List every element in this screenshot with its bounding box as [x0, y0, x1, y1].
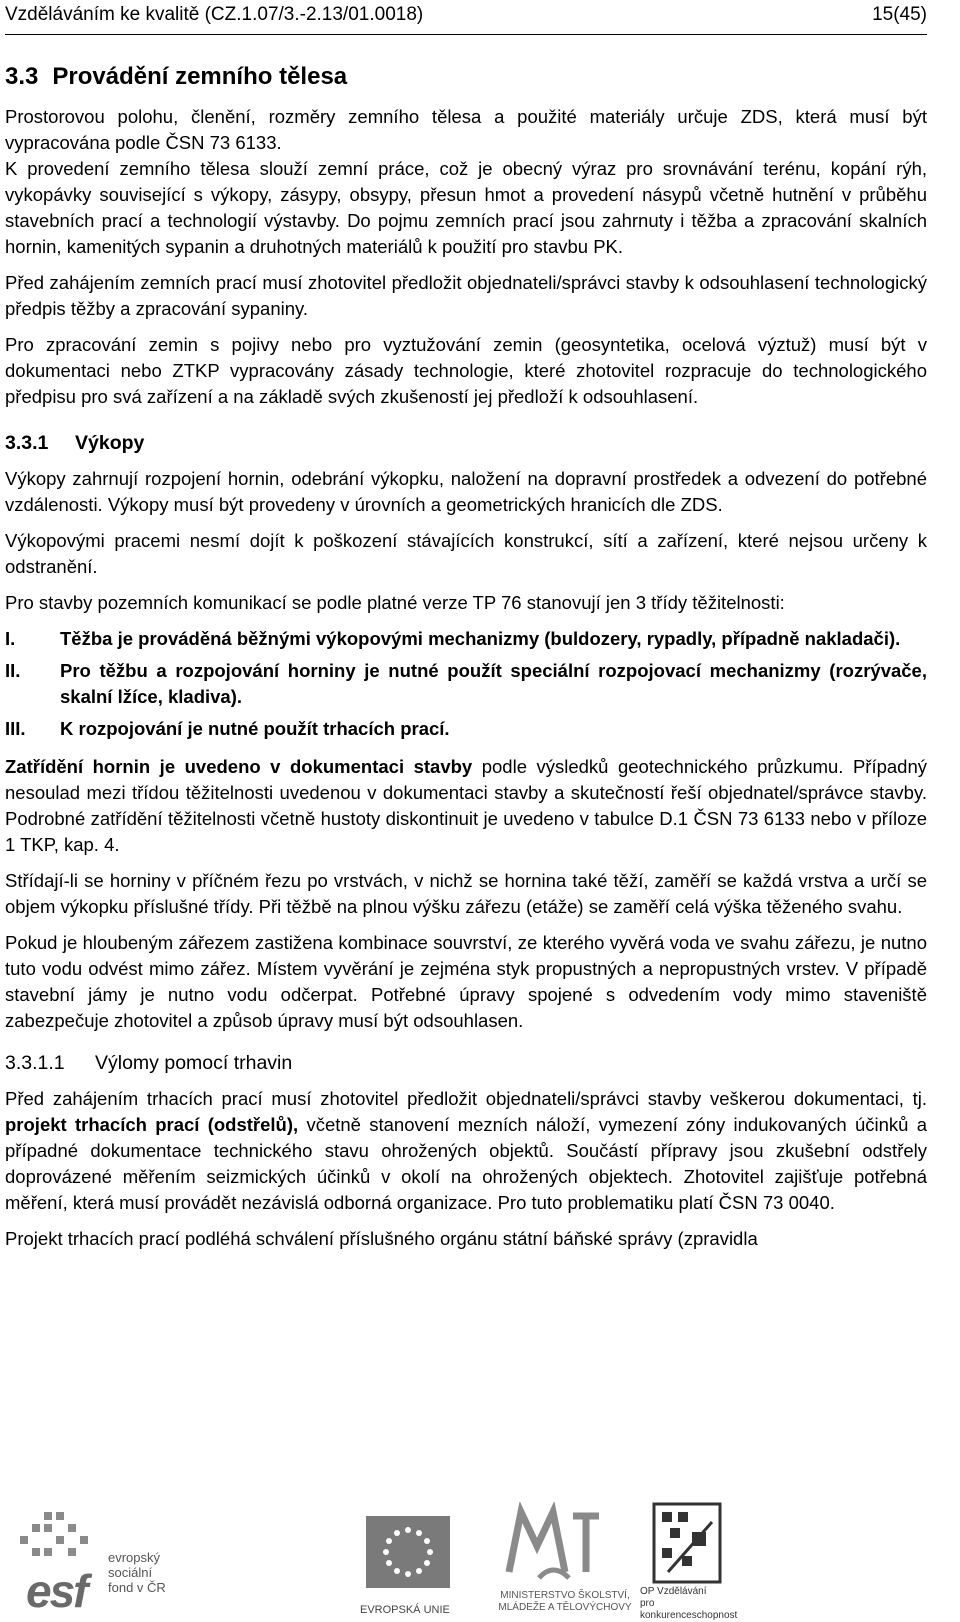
msmt-caption-line: MINISTERSTVO ŠKOLSTVÍ, — [500, 1590, 630, 1601]
subsection-paragraph — [5, 754, 927, 858]
msmt-logo — [495, 1502, 635, 1620]
msmt-mark-icon — [503, 1502, 603, 1586]
op-logo — [640, 1502, 750, 1620]
subsubsection-number: 3.3.1.1 — [5, 1052, 65, 1074]
esf-caption — [108, 1550, 166, 1595]
section-paragraph: Prostorovou polohu, členění, rozměry zemního tělesa a použité materiály určuje ZDS, která musí být vypracována podle ČSN 73 6133. — [5, 106, 927, 153]
paragraph-text: včetně stanovení mezních náloží, vymezení zóny indukovaných účinků a případné dokumentace technického stavu ohrožených objektů. Součástí přípravy jsou zkušební odstřely doprovázené měřením seizmických účinků v okolí na ohrožených objektech. Zhotovitel zajišťuje potřebná měření, která musí provádět nezávislá odborná organizace. Pro tuto problematiku platí ČSN 73 0040. — [5, 1114, 927, 1213]
esf-caption-line: evropský — [108, 1550, 161, 1565]
list-item-number: I. — [5, 628, 16, 649]
list-item — [5, 658, 927, 710]
list-item-text: K rozpojování je nutné použít trhacích prací. — [60, 718, 450, 739]
op-caption-line: pro konkurenceschopnost — [640, 1598, 738, 1621]
list-item — [5, 716, 927, 742]
subsubsection-heading — [5, 1050, 927, 1076]
section-title: Provádění zemního tělesa — [52, 63, 348, 90]
bold-phrase: Zatřídění hornin je uvedeno v dokumentaci stavby — [5, 756, 473, 777]
list-item-number: II. — [5, 660, 21, 681]
subsection-number: 3.3.1 — [5, 432, 49, 454]
subsubsection-paragraph: Projekt trhacích prací podléhá schválení příslušného orgánu státní báňské správy (zpravidla — [5, 1228, 758, 1249]
op-caption-line: OP Vzdělávání — [640, 1586, 707, 1597]
eu-logo — [360, 1516, 460, 1620]
subsection-paragraph: Výkopovými pracemi nesmí dojít k poškození stávajících konstrukcí, sítí a zařízení, které nejsou určeny k odstranění. — [5, 530, 927, 577]
footer-logos — [0, 1498, 960, 1622]
msmt-caption — [495, 1590, 635, 1614]
subsection-paragraph: Výkopy zahrnují rozpojení hornin, odebrání výkopku, naložení na dopravní prostředek a odvezení do potřebné vzdálenosti. Výkopy musí být provedeny v úrovních a geometrických hranicích dle ZDS. — [5, 468, 927, 515]
subsubsection-paragraph — [5, 1086, 927, 1216]
subsection-paragraph: Střídají-li se horniny v příčném řezu po vrstvách, v nichž se hornina také těží, zaměří se každá vrstva a určí se objem výkopku příslušné třídy. Při těžbě na plnou výšku zářezu (etáže) se zaměří celá výška těženého svahu. — [5, 870, 927, 917]
section-paragraph: Před zahájením zemních prací musí zhotovitel předložit objednateli/správci stavby k odsouhlasení technologický předpis těžby a zpracování sypaniny. — [5, 272, 927, 319]
paragraph-text: podle výsledků geotechnického průzkumu. Případný nesoulad mezi třídou těžitelnosti uvedenou v dokumentaci stavby a skutečností řeší objednatel/správce stavby. Podrobné zatřídění těžitelnosti včetně hustoty diskontinuit je uvedeno v tabulce D.1 ČSN 73 6133 nebo v příloze 1 TKP, kap. 4. — [5, 756, 928, 855]
header-project-title: Vzděláváním ke kvalitě (CZ.1.07/3.-2.13/01.0018) — [5, 4, 424, 25]
subsubsection-title: Výlomy pomocí trhavin — [95, 1052, 293, 1074]
section-number: 3.3 — [5, 63, 39, 90]
esf-wordmark: esf — [26, 1565, 87, 1617]
page-header — [5, 2, 927, 32]
list-item-text: Pro těžbu a rozpojování horniny je nutné použít speciální rozpojovací mechanizmy (rozrývače, skalní lžíce, kladiva). — [60, 660, 927, 707]
section-paragraph: Pro zpracování zemin s pojivy nebo pro vyztužování zemin (geosyntetika, ocelová výztuž) musí být v dokumentaci nebo ZTKP vypracovány zásady technologie, které zhotovitel rozpracuje do technologického předpisu pro svá zařízení a na základě svých zkušeností jej předloží k odsouhlasení. — [5, 334, 927, 407]
msmt-caption-line: MLÁDEŽE A TĚLOVÝCHOVY — [498, 1602, 632, 1613]
page-content — [5, 62, 927, 1262]
esf-caption-line: fond v ČR — [108, 1580, 166, 1595]
page-number: 15(45) — [872, 4, 927, 25]
op-mark-icon — [652, 1502, 722, 1584]
esf-caption-line: sociální — [108, 1565, 153, 1580]
subsection-paragraph: Pokud je hloubeným zářezem zastižena kombinace souvrství, ze kterého vyvěrá voda ve svahu zářezu, je nutno tuto vodu odvést mimo zářez. Místem vyvěrání je zejména styk propustných a nepropustných vrstev. V případě stavební jámy je nutno vodu odčerpat. Potřebné úpravy spojené s odvedením vody mimo staveniště zabezpečuje zhotovitel a způsob úpravy musí být odsouhlasen. — [5, 932, 927, 1031]
list-item-text: Těžba je prováděná běžnými výkopovými mechanizmy (buldozery, rypadly, případně nakladači). — [60, 628, 901, 649]
list-item-number: III. — [5, 718, 26, 739]
eu-stars-icon — [366, 1516, 450, 1588]
paragraph-text: Před zahájením trhacích prací musí zhotovitel předložit objednateli/správci stavby veškerou dokumentaci, tj. — [5, 1088, 927, 1109]
eu-flag-icon — [366, 1516, 450, 1588]
header-divider — [5, 34, 927, 35]
esf-logo — [20, 1512, 180, 1620]
op-caption — [640, 1586, 750, 1622]
list-item — [5, 626, 927, 652]
subsection-title: Výkopy — [75, 432, 145, 454]
subsection-paragraph: Pro stavby pozemních komunikací se podle platné verze TP 76 stanovují jen 3 třídy těžitelnosti: — [5, 592, 785, 613]
eu-label: EVROPSKÁ UNIE — [360, 1604, 450, 1616]
bold-phrase: projekt trhacích prací (odstřelů), — [5, 1114, 299, 1135]
section-heading — [5, 62, 927, 92]
subsection-heading — [5, 430, 927, 456]
section-paragraph: K provedení zemního tělesa slouží zemní práce, což je obecný výraz pro srovnávání terénu, kopání rýh, vykopávky související s výkopy, zásypy, obsypy, přesun hmot a provedení násypů včetně hutnění v průběhu stavebních prací a technologií výstavby. Do pojmu zemních prací jsou zahrnuty i těžba a zpracování skalních hornin, kamenitých sypanin a druhotných materiálů k použití pro stavbu PK. — [5, 158, 927, 257]
excavation-classes-list — [5, 626, 927, 742]
